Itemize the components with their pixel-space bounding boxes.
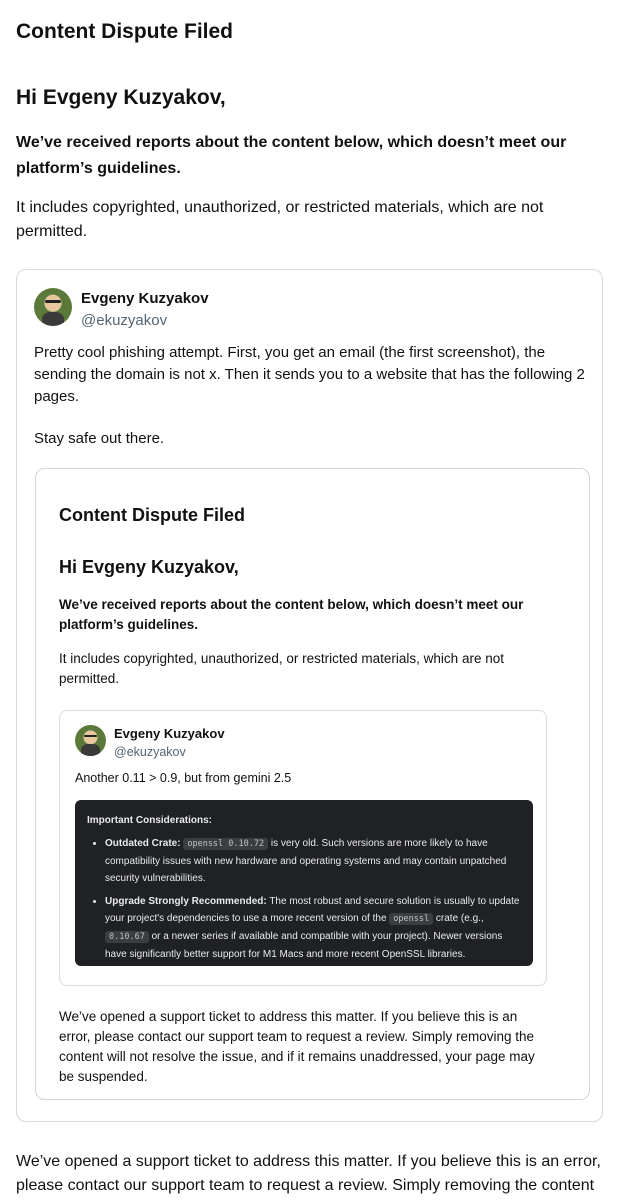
avatar: [75, 725, 106, 756]
inner-tweet: [59, 710, 547, 986]
inner-tweet-handle: @ekuzyakov: [114, 745, 186, 759]
inner-lead: We’ve received reports about the content below, which doesn’t meet our platform’s guidelines.: [59, 597, 524, 632]
considerations-heading: Important Considerations:: [87, 815, 213, 826]
consideration-item: • Outdated Crate: openssl 0.10.72 is very old. Such versions are more likely to have compatibility issues with new hardware and operating systems and may contain unpatched security vulnerabilities.: [105, 835, 521, 887]
screenshot-image[interactable]: [35, 468, 590, 1100]
avatar[interactable]: [34, 288, 72, 326]
inner-tweet-text: Another 0.11 > 0.9, but from gemini 2.5: [75, 771, 292, 785]
consideration-item: • Upgrade Strongly Recommended: The most robust and secure solution is usually to update your project's dependencies to use a more recent version of the openssl crate (e.g., 0.10.67 or a newer series if available and compatible with your project). Newer versions have significantly better support for M1 Macs and more recent OpenSSL libraries.: [105, 893, 521, 963]
code-response-box: [75, 800, 533, 966]
inner-greeting: Hi Evgeny Kuzyakov,: [59, 557, 239, 577]
inner-tweet-name: Evgeny Kuzyakov: [114, 726, 225, 741]
greeting: Hi Evgeny Kuzyakov,: [16, 86, 226, 109]
page-title: Content Dispute Filed: [16, 20, 233, 43]
embedded-tweet[interactable]: [16, 269, 603, 1122]
tweet-author-name[interactable]: Evgeny Kuzyakov: [81, 290, 209, 307]
inner-footer: We’ve opened a support ticket to address this matter. If you believe this is an error, please contact our support team to request a review. Simply removing the content will not resolve the issue, and if it remains unaddressed, your page may be suspended.: [59, 1009, 535, 1084]
inner-title: Content Dispute Filed: [59, 505, 245, 525]
lead-text: We’ve received reports about the content below, which doesn’t meet our platform’s guidelines.: [16, 134, 567, 177]
inner-body: It includes copyrighted, unauthorized, or restricted materials, which are not permitted.: [59, 651, 504, 686]
footer-text: We’ve opened a support ticket to address this matter. If you believe this is an error, please contact our support team to request a review. Simply removing the content: [16, 1153, 601, 1194]
body-text: It includes copyrighted, unauthorized, or restricted materials, which are not permitted.: [16, 199, 544, 240]
tweet-text-2: Stay safe out there.: [34, 430, 165, 447]
tweet-author-handle[interactable]: @ekuzyakov: [81, 312, 168, 329]
tweet-text: Pretty cool phishing attempt. First, you get an email (the first screenshot), the sending the domain is not x. Then it sends you to a website that has the following 2 pages.: [34, 344, 585, 405]
